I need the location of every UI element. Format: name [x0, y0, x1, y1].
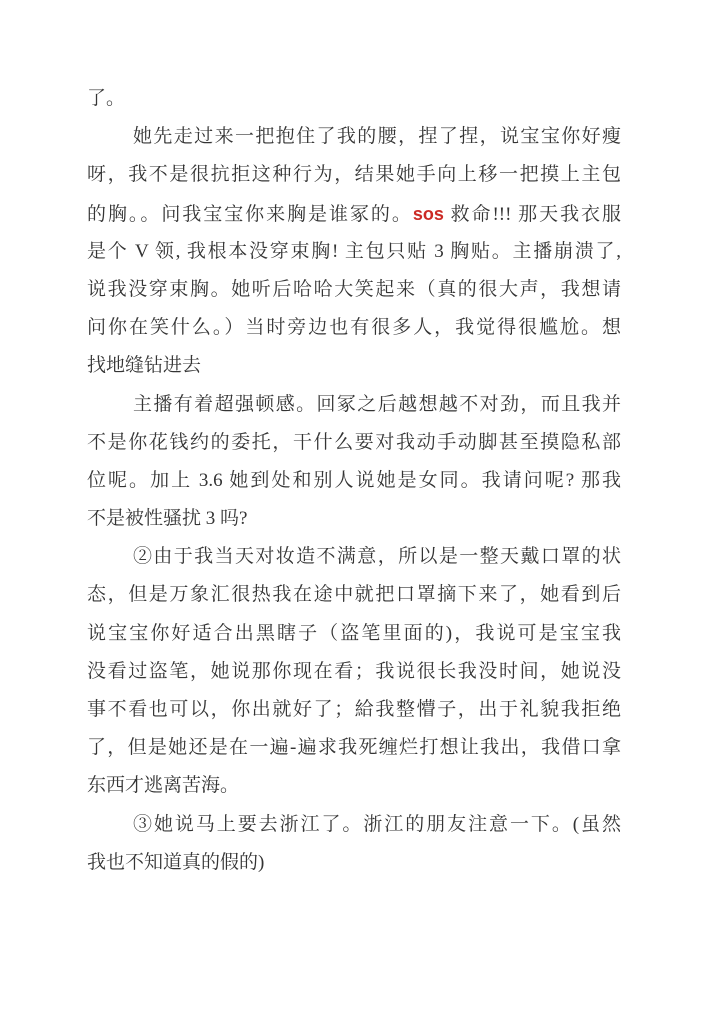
text-line-8: 找地缝钻进去 — [87, 355, 202, 377]
text-line-6: 说我没穿束胸。她听后哈哈大笑起来（真的很大声，我想请 — [87, 278, 621, 300]
text-line-20: ③她说马上要去浙江了。浙江的朋友注意一下。(虽然 — [133, 813, 621, 835]
text-line-3: 呀，我不是很抗拒这种行为，结果她手向上移一把摸上主包 — [87, 164, 621, 186]
text-segment: 的胸。。问我宝宝你来胸是谁冢的。 — [87, 203, 413, 225]
text-line-21: 我也不知道真的假的) — [87, 851, 265, 873]
text-line-18: 了，但是她还是在一遍-遍求我死缠烂打想让我出，我借口拿 — [87, 737, 621, 759]
text-line-10: 不是你花钱约的委托，干什么要对我动手动脚甚至摸隐私部 — [87, 431, 621, 453]
text-line-7: 问你在笑什么。）当时旁边也有很多人，我觉得很尴尬。想 — [87, 317, 621, 339]
text-segment: 救命!!! 那天我衣服 — [443, 203, 621, 225]
text-line-16: 没看过盗笔，她说那你现在看；我说很长我没时间，她说没 — [87, 660, 621, 682]
document-page — [87, 80, 621, 882]
text-line-15: 说宝宝你好适合出黑瞎子（盗笔里面的)，我说可是宝宝我 — [87, 622, 621, 644]
sos-highlight: sos — [412, 203, 444, 224]
text-line-2: 她先走过来一把抱住了我的腰，捏了捏，说宝宝你好瘦 — [133, 126, 621, 148]
text-line-12: 不是被性骚扰 3 吗? — [87, 508, 248, 530]
text-line-14: 态，但是万象汇很热我在途中就把口罩摘下来了，她看到后 — [87, 584, 621, 606]
text-line-1: 了。 — [87, 88, 126, 109]
text-line-11: 位呢。加上 3.6 她到处和别人说她是女同。我请问呢? 那我 — [87, 469, 621, 491]
text-line-4 — [87, 195, 621, 233]
text-line-5: 是个 V 领, 我根本没穿束胸! 主包只贴 3 胸贴。主播崩溃了, — [87, 240, 621, 262]
text-line-17: 事不看也可以，你出就好了；給我整懵子，出于礼貌我拒绝 — [87, 699, 621, 720]
text-line-13: ②由于我当天对妆造不满意，所以是一整天戴口罩的状 — [133, 546, 621, 568]
text-line-19: 东西才逃离苦海。 — [87, 775, 240, 797]
text-line-9: 主播有着超强顿感。回冢之后越想越不对劲，而且我并 — [133, 393, 621, 415]
